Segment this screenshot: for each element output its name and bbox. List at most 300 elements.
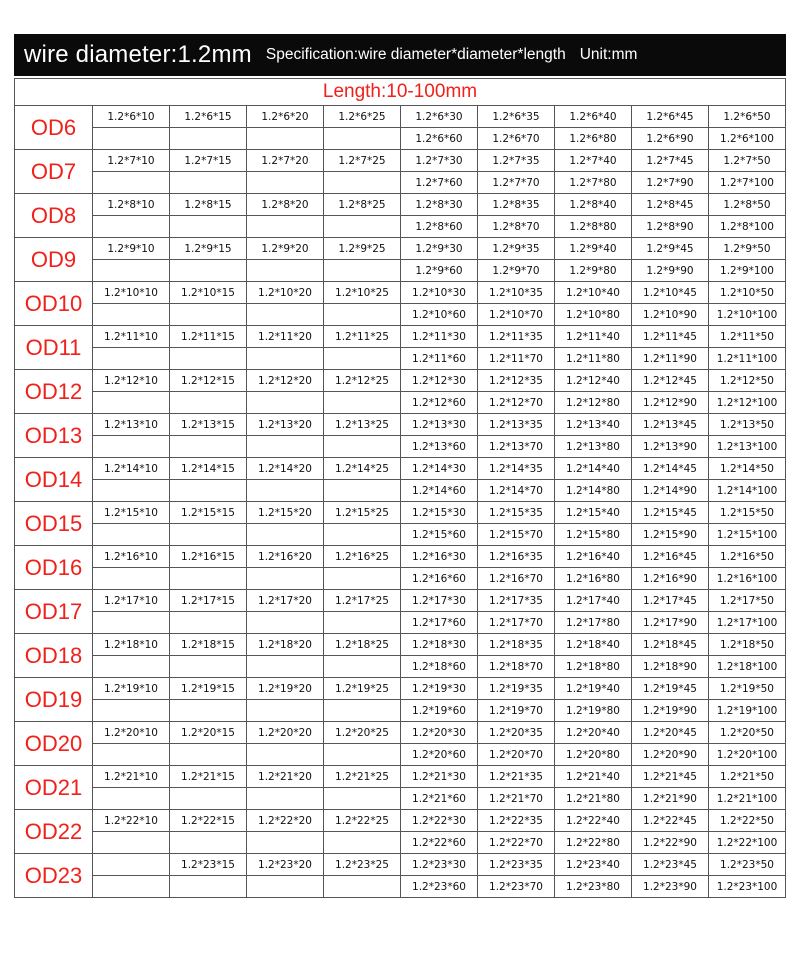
spec-cell: 1.2*10*45: [632, 282, 709, 304]
spec-row: [15, 348, 786, 370]
spec-cell: 1.2*8*50: [709, 194, 786, 216]
spec-row: [15, 480, 786, 502]
spec-cell: [324, 524, 401, 546]
spec-cell: 1.2*16*45: [632, 546, 709, 568]
spec-cell: 1.2*11*45: [632, 326, 709, 348]
spec-cell: 1.2*11*15: [170, 326, 247, 348]
spec-row: [15, 436, 786, 458]
spec-cell: [93, 436, 170, 458]
title-banner: [14, 34, 786, 76]
spec-cell: 1.2*13*80: [555, 436, 632, 458]
spec-cell: 1.2*19*90: [632, 700, 709, 722]
spec-cell: 1.2*21*100: [709, 788, 786, 810]
spec-cell: 1.2*13*60: [401, 436, 478, 458]
spec-cell: 1.2*22*30: [401, 810, 478, 832]
spec-cell: 1.2*6*80: [555, 128, 632, 150]
spec-cell: 1.2*15*20: [247, 502, 324, 524]
spec-row: [15, 678, 786, 700]
spec-cell: 1.2*14*60: [401, 480, 478, 502]
spec-row: [15, 458, 786, 480]
spec-cell: [93, 656, 170, 678]
spec-cell: 1.2*6*70: [478, 128, 555, 150]
spec-cell: 1.2*10*60: [401, 304, 478, 326]
spec-cell: 1.2*11*35: [478, 326, 555, 348]
spec-cell: [93, 172, 170, 194]
spec-cell: 1.2*9*25: [324, 238, 401, 260]
spec-cell: 1.2*9*45: [632, 238, 709, 260]
spec-cell: [247, 524, 324, 546]
spec-cell: 1.2*12*35: [478, 370, 555, 392]
spec-cell: 1.2*6*25: [324, 106, 401, 128]
spec-row: [15, 590, 786, 612]
spec-cell: 1.2*21*80: [555, 788, 632, 810]
spec-cell: 1.2*16*60: [401, 568, 478, 590]
spec-cell: [93, 348, 170, 370]
spec-cell: 1.2*14*40: [555, 458, 632, 480]
spec-cell: 1.2*10*15: [170, 282, 247, 304]
spec-cell: 1.2*9*80: [555, 260, 632, 282]
spec-cell: 1.2*15*70: [478, 524, 555, 546]
spec-cell: 1.2*18*15: [170, 634, 247, 656]
spec-cell: [170, 876, 247, 898]
spec-cell: 1.2*17*100: [709, 612, 786, 634]
spec-cell: 1.2*18*40: [555, 634, 632, 656]
spec-cell: 1.2*13*90: [632, 436, 709, 458]
spec-cell: 1.2*21*70: [478, 788, 555, 810]
spec-cell: 1.2*22*90: [632, 832, 709, 854]
spec-cell: 1.2*14*30: [401, 458, 478, 480]
spec-cell: [170, 348, 247, 370]
spec-cell: 1.2*17*10: [93, 590, 170, 612]
spec-cell: 1.2*21*25: [324, 766, 401, 788]
spec-cell: [247, 612, 324, 634]
spec-cell: 1.2*14*25: [324, 458, 401, 480]
spec-row: [15, 238, 786, 260]
spec-cell: 1.2*15*45: [632, 502, 709, 524]
spec-cell: 1.2*7*40: [555, 150, 632, 172]
spec-cell: 1.2*11*80: [555, 348, 632, 370]
spec-cell: 1.2*16*50: [709, 546, 786, 568]
spec-row: [15, 392, 786, 414]
spec-cell: [247, 172, 324, 194]
spec-cell: 1.2*17*35: [478, 590, 555, 612]
spec-cell: 1.2*16*30: [401, 546, 478, 568]
spec-row: [15, 326, 786, 348]
spec-cell: 1.2*20*40: [555, 722, 632, 744]
spec-cell: 1.2*23*80: [555, 876, 632, 898]
od-label: OD16: [15, 546, 93, 590]
spec-row: [15, 546, 786, 568]
spec-cell: 1.2*23*25: [324, 854, 401, 876]
spec-cell: 1.2*21*45: [632, 766, 709, 788]
spec-row: [15, 568, 786, 590]
spec-cell: 1.2*14*45: [632, 458, 709, 480]
spec-row: [15, 854, 786, 876]
spec-cell: 1.2*11*90: [632, 348, 709, 370]
spec-cell: 1.2*20*35: [478, 722, 555, 744]
spec-cell: [324, 260, 401, 282]
spec-cell: 1.2*23*15: [170, 854, 247, 876]
spec-row: [15, 304, 786, 326]
spec-cell: 1.2*7*30: [401, 150, 478, 172]
spec-row: [15, 106, 786, 128]
spec-cell: 1.2*19*100: [709, 700, 786, 722]
spec-cell: 1.2*13*45: [632, 414, 709, 436]
spec-cell: 1.2*19*40: [555, 678, 632, 700]
spec-cell: [247, 216, 324, 238]
spec-cell: 1.2*8*35: [478, 194, 555, 216]
spec-cell: 1.2*6*90: [632, 128, 709, 150]
spec-cell: 1.2*7*80: [555, 172, 632, 194]
spec-cell: 1.2*16*40: [555, 546, 632, 568]
spec-cell: 1.2*11*100: [709, 348, 786, 370]
spec-cell: [247, 876, 324, 898]
spec-cell: 1.2*7*45: [632, 150, 709, 172]
spec-cell: [247, 392, 324, 414]
spec-cell: [93, 260, 170, 282]
spec-cell: [247, 700, 324, 722]
spec-cell: 1.2*15*35: [478, 502, 555, 524]
spec-cell: [247, 480, 324, 502]
spec-cell: 1.2*12*100: [709, 392, 786, 414]
spec-cell: [93, 568, 170, 590]
spec-cell: 1.2*9*70: [478, 260, 555, 282]
spec-cell: 1.2*14*35: [478, 458, 555, 480]
spec-cell: [170, 744, 247, 766]
spec-cell: [93, 876, 170, 898]
spec-cell: 1.2*21*30: [401, 766, 478, 788]
spec-row: [15, 194, 786, 216]
spec-cell: 1.2*22*60: [401, 832, 478, 854]
spec-row: [15, 150, 786, 172]
spec-cell: [247, 568, 324, 590]
spec-cell: [247, 348, 324, 370]
spec-cell: 1.2*9*50: [709, 238, 786, 260]
spec-cell: 1.2*8*80: [555, 216, 632, 238]
spec-row: [15, 502, 786, 524]
spec-cell: 1.2*18*35: [478, 634, 555, 656]
spec-cell: 1.2*17*25: [324, 590, 401, 612]
spec-row: [15, 876, 786, 898]
spec-cell: [324, 656, 401, 678]
spec-row: [15, 172, 786, 194]
spec-cell: 1.2*18*100: [709, 656, 786, 678]
spec-cell: 1.2*6*10: [93, 106, 170, 128]
spec-cell: [93, 392, 170, 414]
unit-label: Unit:mm: [579, 46, 638, 63]
spec-cell: 1.2*11*10: [93, 326, 170, 348]
spec-cell: 1.2*11*25: [324, 326, 401, 348]
spec-cell: 1.2*18*80: [555, 656, 632, 678]
spec-cell: [247, 304, 324, 326]
spec-cell: 1.2*19*20: [247, 678, 324, 700]
od-label: OD6: [15, 106, 93, 150]
spec-cell: [170, 216, 247, 238]
od-label: OD13: [15, 414, 93, 458]
spec-cell: 1.2*21*15: [170, 766, 247, 788]
spec-cell: [170, 172, 247, 194]
spec-cell: 1.2*7*35: [478, 150, 555, 172]
od-label: OD19: [15, 678, 93, 722]
spec-cell: 1.2*19*15: [170, 678, 247, 700]
spec-cell: [324, 876, 401, 898]
spec-cell: 1.2*12*70: [478, 392, 555, 414]
spec-cell: 1.2*17*80: [555, 612, 632, 634]
spec-cell: 1.2*18*20: [247, 634, 324, 656]
spec-cell: 1.2*23*40: [555, 854, 632, 876]
spec-cell: 1.2*22*100: [709, 832, 786, 854]
spec-cell: 1.2*18*45: [632, 634, 709, 656]
spec-row: [15, 700, 786, 722]
spec-cell: 1.2*11*40: [555, 326, 632, 348]
spec-cell: 1.2*6*20: [247, 106, 324, 128]
spec-cell: 1.2*7*60: [401, 172, 478, 194]
spec-row: [15, 634, 786, 656]
spec-row: [15, 216, 786, 238]
spec-cell: 1.2*6*35: [478, 106, 555, 128]
spec-cell: 1.2*19*10: [93, 678, 170, 700]
spec-cell: 1.2*9*35: [478, 238, 555, 260]
spec-cell: [247, 128, 324, 150]
spec-row: [15, 282, 786, 304]
od-label: OD22: [15, 810, 93, 854]
spec-cell: [170, 700, 247, 722]
spec-cell: 1.2*11*20: [247, 326, 324, 348]
spec-cell: 1.2*19*50: [709, 678, 786, 700]
spec-row: [15, 656, 786, 678]
spec-cell: 1.2*21*20: [247, 766, 324, 788]
od-label: OD10: [15, 282, 93, 326]
spec-cell: 1.2*18*50: [709, 634, 786, 656]
spec-cell: 1.2*9*15: [170, 238, 247, 260]
spec-cell: 1.2*8*40: [555, 194, 632, 216]
spec-cell: 1.2*12*50: [709, 370, 786, 392]
od-label: OD9: [15, 238, 93, 282]
spec-cell: 1.2*8*25: [324, 194, 401, 216]
spec-cell: [93, 480, 170, 502]
spec-cell: 1.2*9*90: [632, 260, 709, 282]
spec-cell: 1.2*10*90: [632, 304, 709, 326]
spec-cell: 1.2*22*15: [170, 810, 247, 832]
spec-cell: 1.2*17*20: [247, 590, 324, 612]
spec-cell: 1.2*10*100: [709, 304, 786, 326]
spec-cell: 1.2*14*15: [170, 458, 247, 480]
spec-row: [15, 414, 786, 436]
od-label: OD15: [15, 502, 93, 546]
spec-cell: 1.2*21*90: [632, 788, 709, 810]
spec-cell: 1.2*22*35: [478, 810, 555, 832]
spec-cell: 1.2*14*90: [632, 480, 709, 502]
spec-row: [15, 722, 786, 744]
spec-row: [15, 260, 786, 282]
spec-cell: [247, 744, 324, 766]
spec-cell: 1.2*6*60: [401, 128, 478, 150]
spec-cell: 1.2*14*20: [247, 458, 324, 480]
spec-cell: 1.2*13*15: [170, 414, 247, 436]
spec-cell: 1.2*17*40: [555, 590, 632, 612]
spec-cell: 1.2*13*40: [555, 414, 632, 436]
spec-cell: 1.2*22*80: [555, 832, 632, 854]
wire-diameter-title: wire diameter:1.2mm: [24, 41, 252, 68]
spec-cell: 1.2*12*80: [555, 392, 632, 414]
spec-row: [15, 612, 786, 634]
spec-cell: 1.2*23*70: [478, 876, 555, 898]
spec-cell: 1.2*13*100: [709, 436, 786, 458]
spec-cell: [170, 788, 247, 810]
spec-cell: 1.2*19*35: [478, 678, 555, 700]
spec-cell: [324, 128, 401, 150]
spec-table: [14, 78, 786, 898]
spec-cell: [170, 436, 247, 458]
spec-cell: 1.2*17*15: [170, 590, 247, 612]
spec-cell: 1.2*15*30: [401, 502, 478, 524]
spec-cell: [324, 700, 401, 722]
spec-cell: 1.2*16*80: [555, 568, 632, 590]
spec-cell: 1.2*10*25: [324, 282, 401, 304]
spec-cell: 1.2*20*15: [170, 722, 247, 744]
spec-cell: 1.2*6*45: [632, 106, 709, 128]
spec-cell: 1.2*20*70: [478, 744, 555, 766]
spec-cell: [170, 832, 247, 854]
spec-cell: 1.2*12*40: [555, 370, 632, 392]
spec-cell: [170, 260, 247, 282]
spec-cell: 1.2*12*10: [93, 370, 170, 392]
spec-cell: [170, 568, 247, 590]
length-row: [15, 79, 786, 106]
spec-cell: 1.2*22*50: [709, 810, 786, 832]
spec-cell: 1.2*6*100: [709, 128, 786, 150]
spec-cell: 1.2*9*30: [401, 238, 478, 260]
spec-cell: 1.2*15*100: [709, 524, 786, 546]
spec-cell: 1.2*16*70: [478, 568, 555, 590]
spec-cell: 1.2*19*70: [478, 700, 555, 722]
spec-cell: 1.2*15*60: [401, 524, 478, 546]
spec-cell: 1.2*7*90: [632, 172, 709, 194]
spec-cell: 1.2*7*15: [170, 150, 247, 172]
spec-cell: 1.2*6*30: [401, 106, 478, 128]
od-label: OD23: [15, 854, 93, 898]
spec-cell: 1.2*7*25: [324, 150, 401, 172]
spec-cell: 1.2*17*70: [478, 612, 555, 634]
spec-cell: 1.2*13*10: [93, 414, 170, 436]
od-label: OD8: [15, 194, 93, 238]
spec-cell: 1.2*15*15: [170, 502, 247, 524]
spec-cell: 1.2*19*30: [401, 678, 478, 700]
spec-cell: 1.2*11*30: [401, 326, 478, 348]
spec-cell: [93, 612, 170, 634]
spec-cell: 1.2*22*70: [478, 832, 555, 854]
spec-cell: 1.2*7*20: [247, 150, 324, 172]
spec-cell: 1.2*12*90: [632, 392, 709, 414]
spec-cell: 1.2*16*90: [632, 568, 709, 590]
spec-cell: 1.2*8*10: [93, 194, 170, 216]
spec-cell: 1.2*15*10: [93, 502, 170, 524]
spec-cell: 1.2*17*90: [632, 612, 709, 634]
spec-cell: [324, 436, 401, 458]
spec-cell: 1.2*6*15: [170, 106, 247, 128]
spec-cell: 1.2*10*35: [478, 282, 555, 304]
spec-cell: 1.2*20*50: [709, 722, 786, 744]
spec-cell: 1.2*22*20: [247, 810, 324, 832]
spec-row: [15, 370, 786, 392]
spec-cell: [170, 480, 247, 502]
spec-cell: 1.2*10*10: [93, 282, 170, 304]
spec-cell: 1.2*20*30: [401, 722, 478, 744]
spec-cell: 1.2*20*100: [709, 744, 786, 766]
spec-cell: 1.2*15*80: [555, 524, 632, 546]
spec-cell: [247, 832, 324, 854]
spec-row: [15, 524, 786, 546]
spec-cell: 1.2*15*40: [555, 502, 632, 524]
spec-cell: 1.2*23*60: [401, 876, 478, 898]
spec-cell: [93, 128, 170, 150]
spec-cell: 1.2*13*35: [478, 414, 555, 436]
spec-cell: 1.2*7*50: [709, 150, 786, 172]
spec-cell: [93, 524, 170, 546]
spec-cell: [324, 172, 401, 194]
spec-cell: 1.2*13*70: [478, 436, 555, 458]
spec-cell: 1.2*16*35: [478, 546, 555, 568]
spec-cell: [324, 832, 401, 854]
spec-cell: 1.2*22*40: [555, 810, 632, 832]
od-label: OD21: [15, 766, 93, 810]
spec-cell: 1.2*6*40: [555, 106, 632, 128]
spec-cell: 1.2*22*10: [93, 810, 170, 832]
spec-cell: 1.2*14*100: [709, 480, 786, 502]
spec-cell: 1.2*10*30: [401, 282, 478, 304]
spec-cell: 1.2*17*45: [632, 590, 709, 612]
spec-cell: [324, 216, 401, 238]
spec-cell: 1.2*15*50: [709, 502, 786, 524]
od-label: OD17: [15, 590, 93, 634]
spec-cell: 1.2*23*35: [478, 854, 555, 876]
spec-cell: 1.2*10*80: [555, 304, 632, 326]
spec-row: [15, 766, 786, 788]
spec-cell: 1.2*12*15: [170, 370, 247, 392]
spec-cell: 1.2*16*100: [709, 568, 786, 590]
od-label: OD20: [15, 722, 93, 766]
od-label: OD18: [15, 634, 93, 678]
spec-cell: 1.2*20*90: [632, 744, 709, 766]
spec-cell: 1.2*22*25: [324, 810, 401, 832]
spec-cell: [93, 788, 170, 810]
spec-cell: 1.2*12*25: [324, 370, 401, 392]
spec-cell: [170, 392, 247, 414]
od-label: OD12: [15, 370, 93, 414]
spec-row: [15, 810, 786, 832]
specification-title: Specification:wire diameter*diameter*length: [265, 46, 566, 63]
spec-cell: 1.2*22*45: [632, 810, 709, 832]
spec-cell: 1.2*6*50: [709, 106, 786, 128]
od-label: OD7: [15, 150, 93, 194]
spec-cell: 1.2*20*20: [247, 722, 324, 744]
spec-cell: 1.2*21*60: [401, 788, 478, 810]
spec-cell: 1.2*14*80: [555, 480, 632, 502]
spec-cell: 1.2*10*50: [709, 282, 786, 304]
spec-cell: 1.2*12*30: [401, 370, 478, 392]
spec-cell: [170, 612, 247, 634]
spec-cell: 1.2*13*20: [247, 414, 324, 436]
spec-cell: 1.2*19*60: [401, 700, 478, 722]
spec-cell: 1.2*14*50: [709, 458, 786, 480]
spec-table-body: [15, 79, 786, 898]
spec-cell: 1.2*8*70: [478, 216, 555, 238]
spec-cell: 1.2*18*10: [93, 634, 170, 656]
spec-cell: [247, 656, 324, 678]
spec-cell: 1.2*20*80: [555, 744, 632, 766]
spec-cell: 1.2*11*60: [401, 348, 478, 370]
spec-cell: 1.2*12*45: [632, 370, 709, 392]
